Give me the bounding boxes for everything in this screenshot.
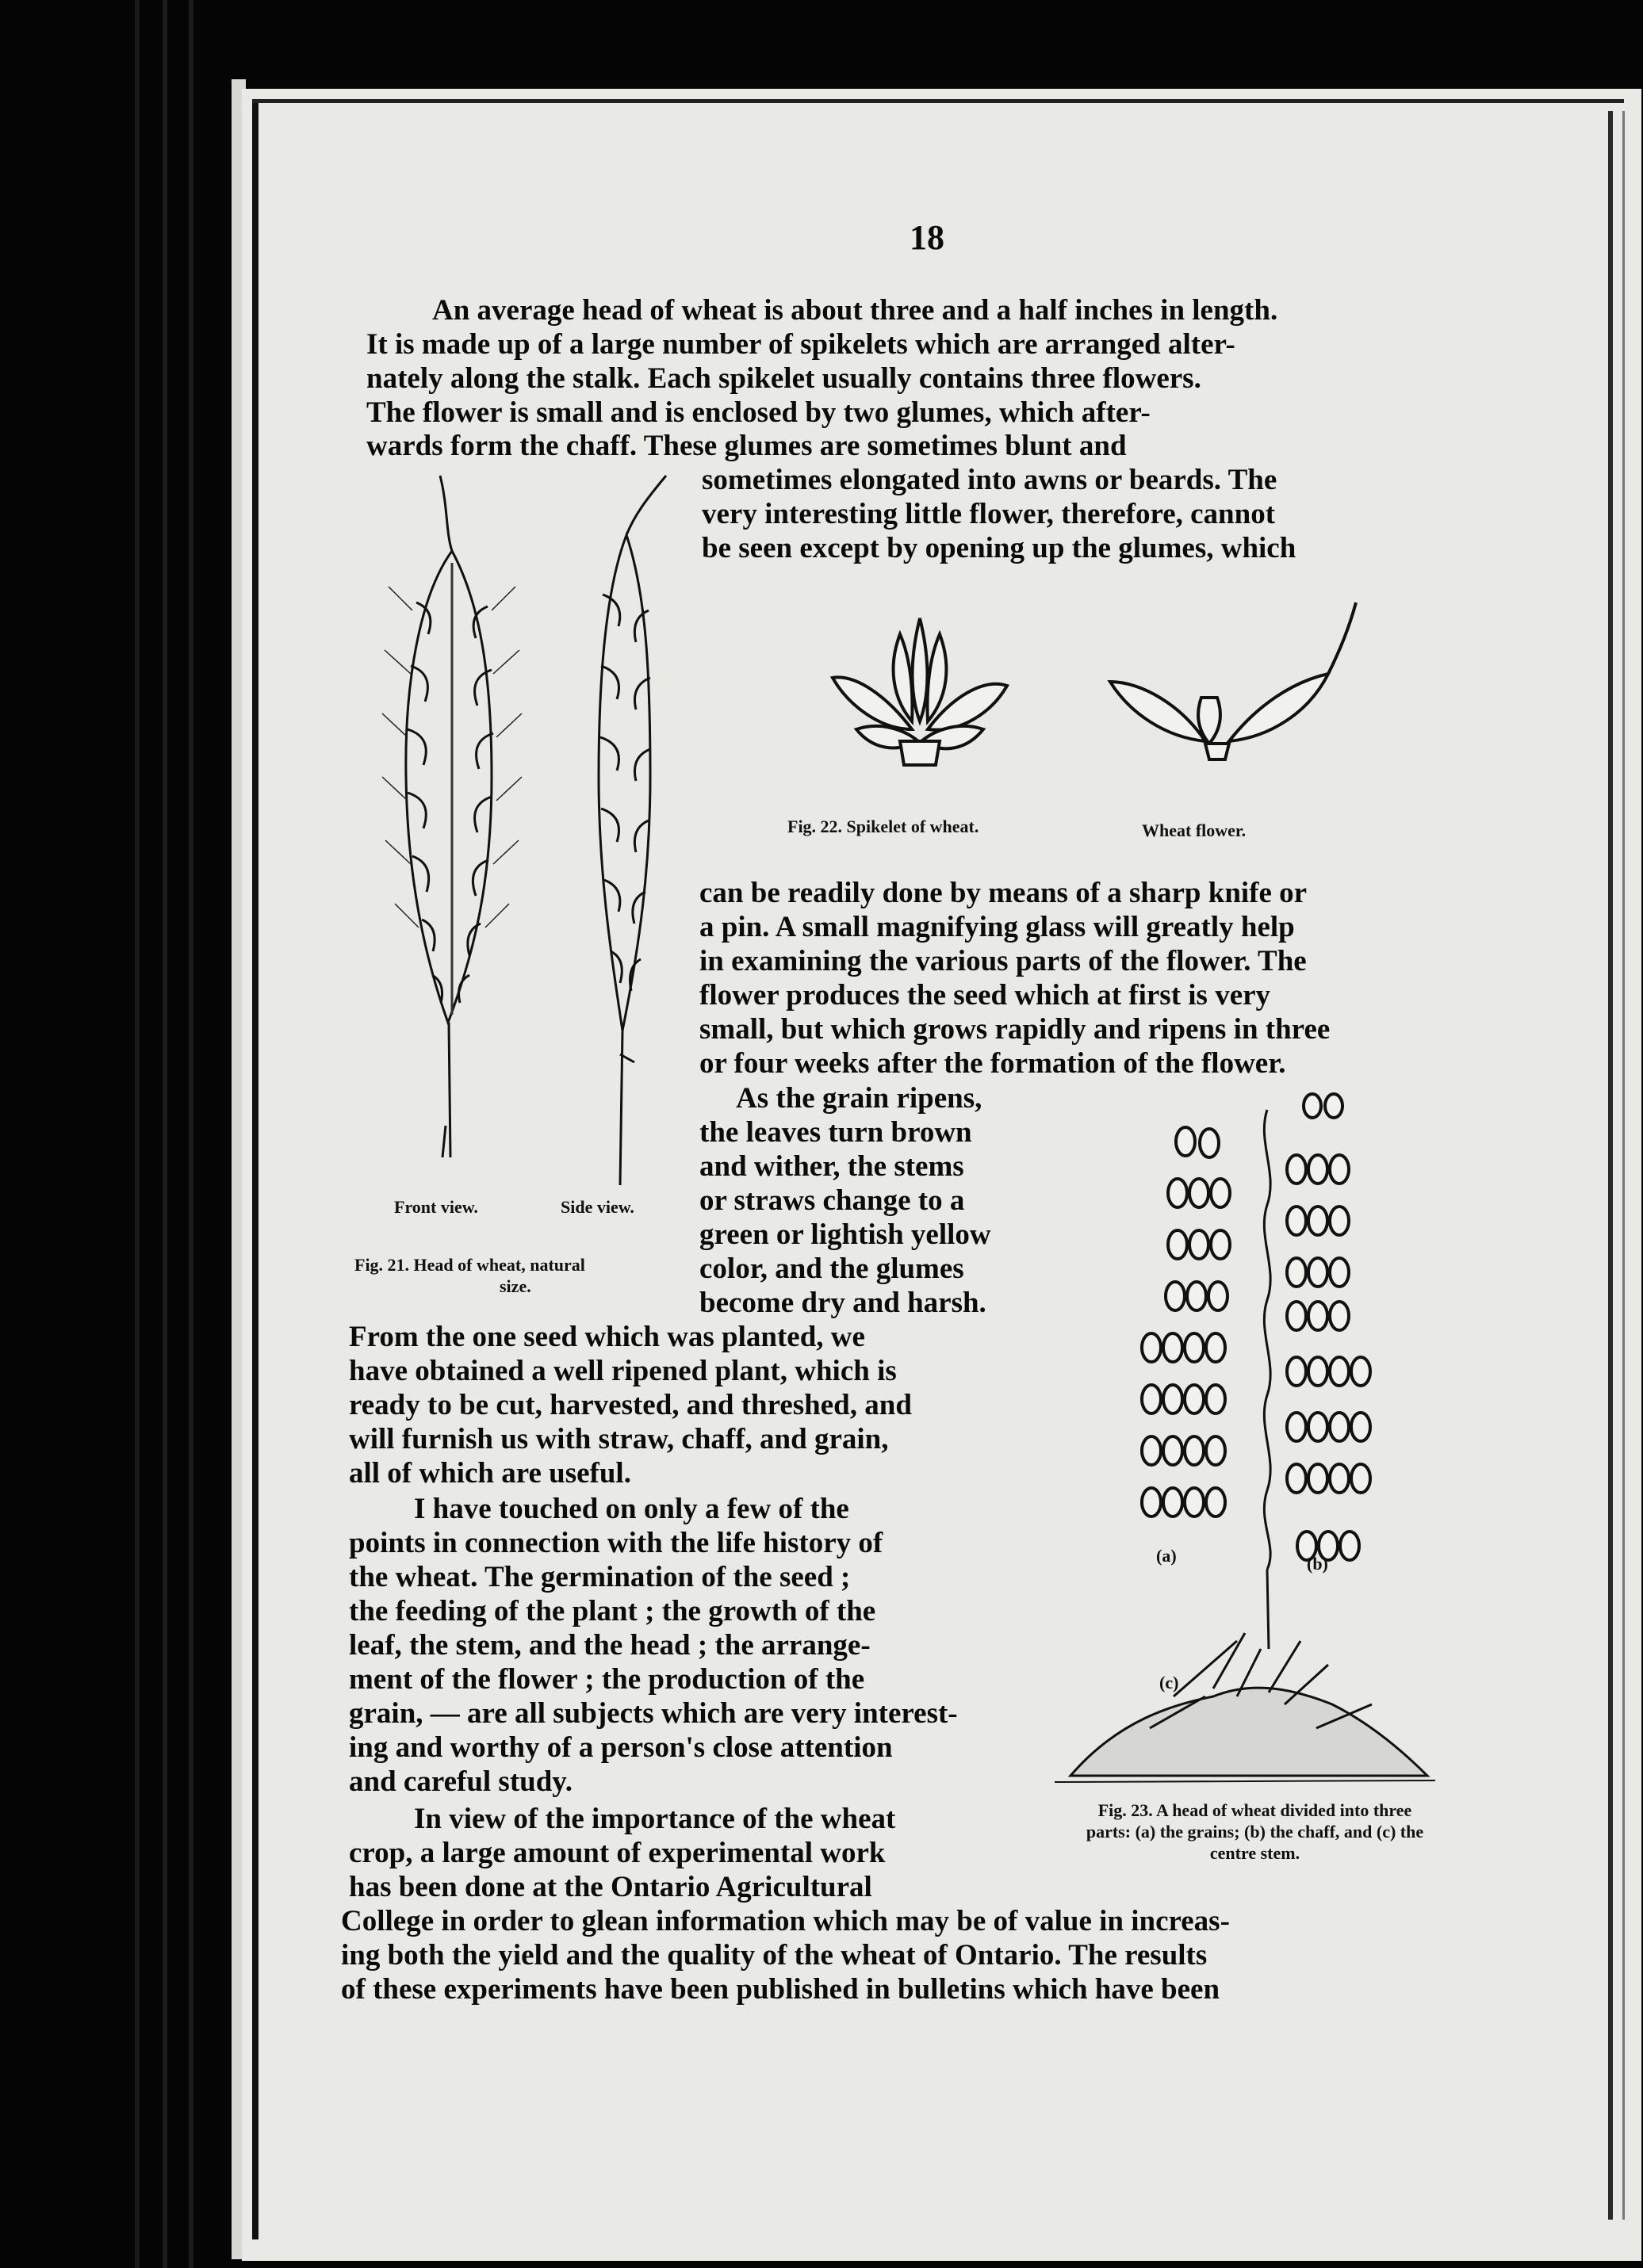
- page-left-rule: [252, 99, 259, 2239]
- page-top-rule: [252, 99, 1624, 103]
- p1-line-8: be seen except by opening up the glumes, which: [702, 532, 1296, 564]
- p3-line-8: From the one seed which was planted, we: [349, 1321, 865, 1353]
- p4-line-5: leaf, the stem, and the head ; the arrange-: [349, 1629, 871, 1662]
- wheat-chaff-heap: [1055, 1633, 1435, 1782]
- p4-line-1: I have touched on only a few of the: [414, 1493, 849, 1525]
- p1-line-4: The flower is small and is enclosed by two glumes, which after-: [366, 396, 1151, 429]
- p1-line-1: An average head of wheat is about three and a half inches in length.: [432, 294, 1278, 327]
- fig22-flower-caption: Wheat flower.: [1142, 820, 1247, 840]
- p2-line-6: or four weeks after the formation of the flower.: [699, 1047, 1286, 1080]
- p4-line-9: and careful study.: [349, 1765, 573, 1798]
- p3-line-6: color, and the glumes: [699, 1253, 964, 1285]
- p5-line-2: crop, a large amount of experimental work: [349, 1837, 886, 1869]
- page-right-rule-thin: [1622, 111, 1625, 2220]
- p2-line-5: small, but which grows rapidly and ripens in three: [699, 1013, 1331, 1046]
- page-number: 18: [910, 218, 944, 257]
- wheat-head-side-view: [599, 476, 666, 1185]
- p5-line-3: has been done at the Ontario Agricultural: [349, 1871, 872, 1903]
- p1-line-6: sometimes elongated into awns or beards. The: [702, 464, 1277, 496]
- p4-line-6: ment of the flower ; the production of the: [349, 1663, 865, 1696]
- p2-line-2: a pin. A small magnifying glass will greatly help: [699, 911, 1295, 943]
- p2-line-4: flower produces the seed which at first is very: [699, 979, 1271, 1012]
- p3-line-7: become dry and harsh.: [699, 1287, 986, 1319]
- page-right-rule: [1608, 111, 1613, 2220]
- wheat-grains-column-a: [1142, 1127, 1230, 1516]
- fig23-label-b: (b): [1307, 1554, 1328, 1574]
- p4-line-3: the wheat. The germination of the seed ;: [349, 1561, 851, 1593]
- fig22-spikelet-illustration: [825, 602, 1015, 769]
- fig23-label-a: (a): [1156, 1546, 1177, 1566]
- p3-line-5: green or lightish yellow: [699, 1218, 991, 1251]
- p3-line-10: ready to be cut, harvested, and threshed, and: [349, 1389, 912, 1421]
- wheat-flower-illustration: [1102, 602, 1364, 761]
- p3-line-4: or straws change to a: [699, 1184, 965, 1217]
- fig23-label-c: (c): [1159, 1673, 1179, 1692]
- p5-line-1: In view of the importance of the wheat: [414, 1803, 896, 1835]
- fig21-wheat-heads-illustration: [373, 476, 690, 1189]
- p5-line-6: of these experiments have been published in bulletins which have been: [341, 1973, 1220, 2006]
- p1-line-2: It is made up of a large number of spikelets which are arranged alter-: [366, 328, 1235, 361]
- p4-line-7: grain, — are all subjects which are very interest-: [349, 1697, 958, 1730]
- p4-line-8: ing and worthy of a person's close attention: [349, 1731, 893, 1764]
- fig21-caption-line-2: size.: [500, 1276, 531, 1296]
- p4-line-4: the feeding of the plant ; the growth of the: [349, 1595, 876, 1627]
- p1-line-3: nately along the stalk. Each spikelet usually contains three flowers.: [366, 362, 1201, 395]
- p3-line-12: all of which are useful.: [349, 1457, 631, 1490]
- wheat-centre-stem-c: [1264, 1110, 1270, 1649]
- fig23-divided-wheat-head-illustration: [1055, 1094, 1451, 1792]
- fig21-front-label: Front view.: [394, 1197, 478, 1217]
- wheat-head-front-view: [382, 476, 522, 1157]
- p1-line-5: wards form the chaff. These glumes are sometimes blunt and: [366, 430, 1127, 462]
- p5-line-4: College in order to glean information which may be of value in increas-: [341, 1905, 1230, 1937]
- p5-line-5: ing both the yield and the quality of the wheat of Ontario. The results: [341, 1939, 1208, 1972]
- p3-line-11: will furnish us with straw, chaff, and grain,: [349, 1423, 889, 1455]
- p3-line-1: As the grain ripens,: [736, 1082, 982, 1115]
- p1-line-7: very interesting little flower, therefore, cannot: [702, 498, 1276, 530]
- p3-line-2: the leaves turn brown: [699, 1116, 972, 1149]
- fig21-side-label: Side view.: [561, 1197, 634, 1217]
- fig22-spikelet-caption: Fig. 22. Spikelet of wheat.: [787, 817, 979, 836]
- p2-line-3: in examining the various parts of the flower. The: [699, 945, 1307, 977]
- fig21-caption-line-1: Fig. 21. Head of wheat, natural: [354, 1255, 585, 1275]
- p2-line-1: can be readily done by means of a sharp knife or: [699, 877, 1308, 909]
- p3-line-9: have obtained a well ripened plant, which is: [349, 1355, 897, 1387]
- p4-line-2: points in connection with the life history of: [349, 1527, 883, 1559]
- wheat-chaff-column-b: [1287, 1094, 1370, 1560]
- fig23-caption: Fig. 23. A head of wheat divided into three parts: (a) the grains; (b) the chaff, and (c) the centre stem.: [1086, 1800, 1424, 1863]
- p3-line-3: and wither, the stems: [699, 1150, 964, 1183]
